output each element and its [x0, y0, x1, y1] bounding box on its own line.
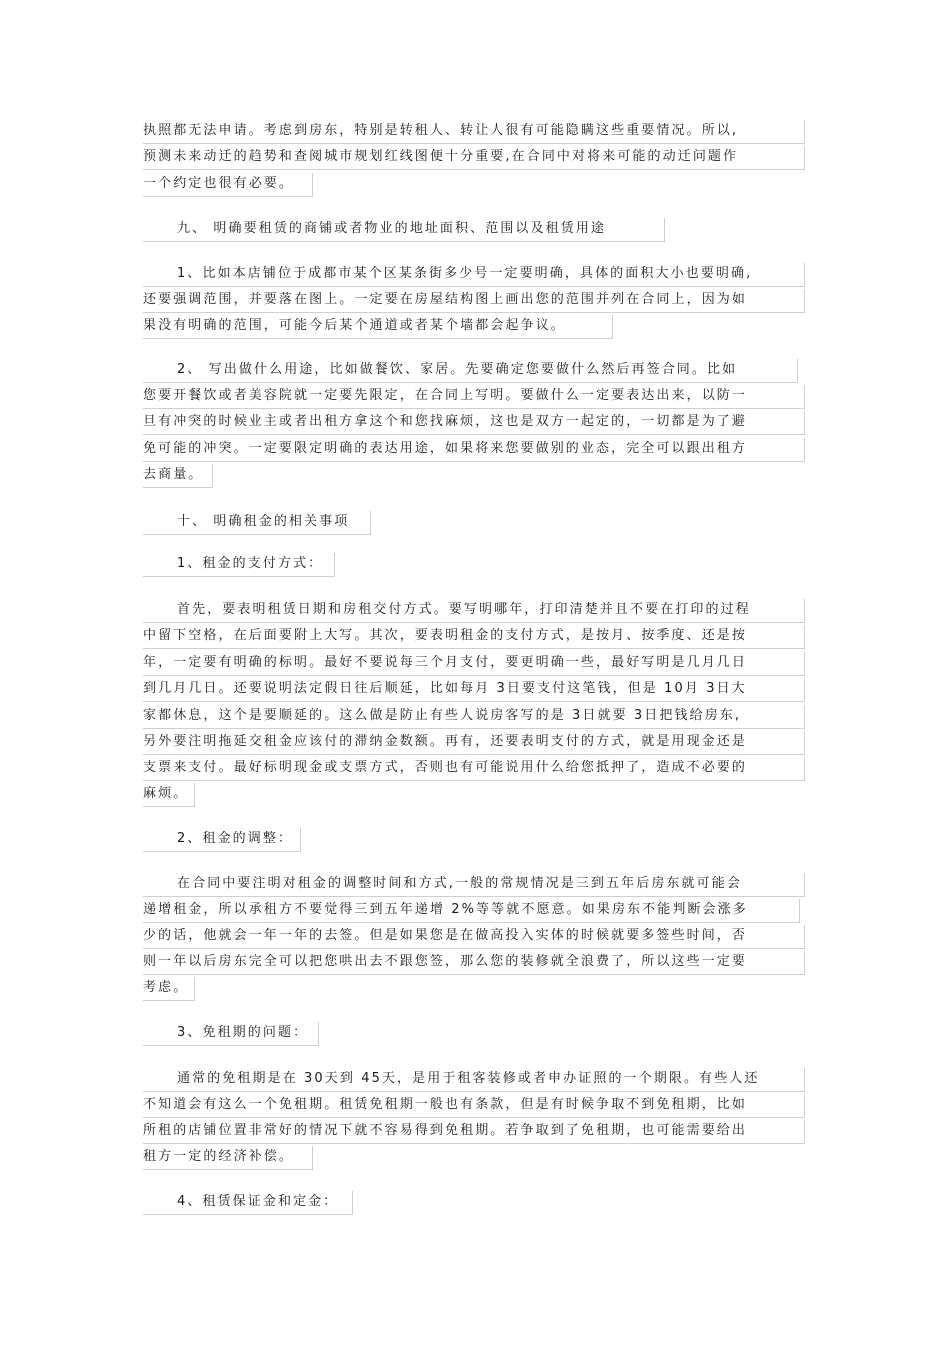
text-line: 递增租金，所以承租方不要觉得三到五年递增 2%等等就不愿意。如果房东不能判断会涨多 [143, 897, 800, 923]
text-line: 租方一定的经济补偿。 [143, 1144, 313, 1170]
text-line: 2、 写出做什么用途，比如做餐饮、家居。先要确定您要做什么然后再签合同。比如 [143, 357, 798, 383]
text-line: 还要强调范围，并要落在图上。一定要在房屋结构图上画出您的范围并列在合同上，因为如 [143, 287, 805, 313]
sub-heading: 4、租赁保证金和定金： [143, 1189, 353, 1215]
text-line: 在合同中要注明对租金的调整时间和方式,一般的常规情况是三到五年后房东就可能会 [143, 871, 805, 897]
text-line: 免可能的冲突。一定要限定明确的表达用途，如果将来您要做别的业态，完全可以跟出租方 [143, 436, 805, 462]
text-line: 执照都无法申请。考虑到房东，特别是转租人、转让人很有可能隐瞒这些重要情况。所以, [143, 118, 805, 144]
section-heading: 十、 明确租金的相关事项 [143, 509, 371, 535]
text-line: 去商量。 [143, 462, 213, 488]
text-line: 中留下空格，在后面要附上大写。其次，要表明租金的支付方式，是按月、按季度、还是按 [143, 623, 805, 649]
text-line: 您要开餐饮或者美容院就一定要先限定，在合同上写明。要做什么一定要表达出来，以防一 [143, 383, 805, 409]
text-line: 1、比如本店铺位于成都市某个区某条街多少号一定要明确，具体的面积大小也要明确, [143, 261, 805, 287]
sub-heading: 1、租金的支付方式： [143, 551, 335, 577]
text-line: 家都休息，这个是要顺延的。这么做是防止有些人说房客写的是 3日就要 3日把钱给房东, [143, 703, 805, 729]
text-line: 考虑。 [143, 975, 195, 1001]
text-line: 不知道会有这么一个免租期。租赁免租期一般也有条款，但是有时候争取不到免租期，比如 [143, 1092, 805, 1118]
text-line: 则一年以后房东完全可以把您哄出去不跟您签，那么您的装修就全浪费了，所以这些一定要 [143, 949, 805, 975]
text-line: 少的话，他就会一年一年的去签。但是如果您是在做高投入实体的时候就要多签些时间，否 [143, 923, 805, 949]
text-line: 旦有冲突的时候业主或者出租方拿这个和您找麻烦，这也是双方一起定的，一切都是为了避 [143, 409, 805, 435]
sub-heading: 3、免租期的问题： [143, 1020, 319, 1046]
text-line: 麻烦。 [143, 781, 195, 807]
text-line: 果没有明确的范围，可能今后某个通道或者某个墙都会起争议。 [143, 313, 613, 339]
text-line: 首先，要表明租赁日期和房租交付方式。要写明哪年，打印清楚并且不要在打印的过程 [143, 597, 805, 623]
text-line: 另外要注明拖延交租金应该付的滞纳金数额。再有，还要表明支付的方式，就是用现金还是 [143, 729, 805, 755]
text-line: 支票来支付。最好标明现金或支票方式，否则也有可能说用什么给您抵押了，造成不必要的 [143, 755, 805, 781]
text-line: 一个约定也很有必要。 [143, 171, 313, 197]
text-line: 年，一定要有明确的标明。最好不要说每三个月支付，要更明确一些，最好写明是几月几日 [143, 650, 805, 676]
text-line: 所租的店铺位置非常好的情况下就不容易得到免租期。若争取到了免租期，也可能需要给出 [143, 1118, 805, 1144]
section-heading: 九、 明确要租赁的商铺或者物业的地址面积、范围以及租赁用途 [143, 216, 665, 242]
text-line: 通常的免租期是在 30天到 45天，是用于租客装修或者申办证照的一个期限。有些人还 [143, 1066, 805, 1092]
sub-heading: 2、租金的调整： [143, 826, 301, 852]
text-line: 到几月几日。还要说明法定假日往后顺延，比如每月 3日要支付这笔钱，但是 10月 3日大 [143, 676, 805, 702]
text-line: 预测未来动迁的趋势和查阅城市规划红线图便十分重要,在合同中对将来可能的动迁问题作 [143, 144, 805, 170]
